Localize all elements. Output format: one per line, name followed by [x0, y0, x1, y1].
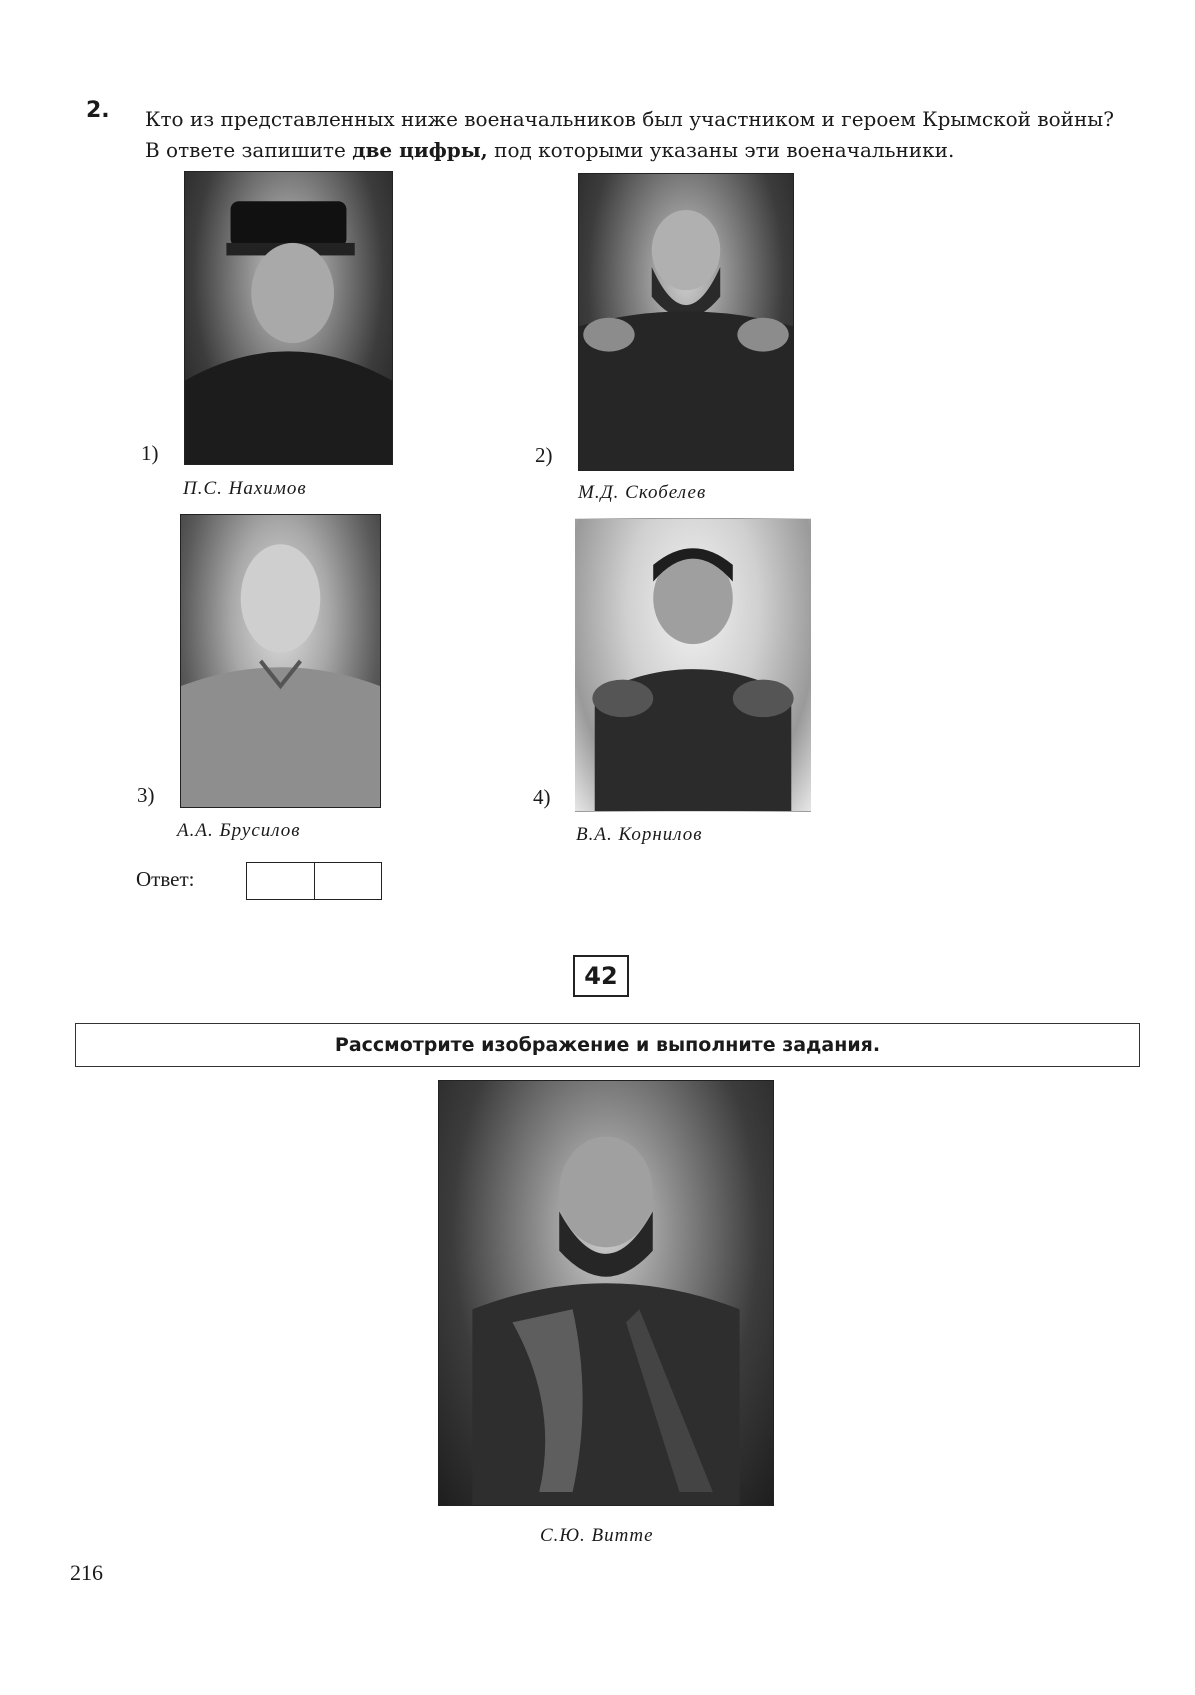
portrait-icon: [579, 174, 793, 470]
main-portrait-caption: С.Ю. Витте: [540, 1525, 654, 1546]
portrait-3-number: 3): [137, 783, 155, 807]
portrait-2-image: [578, 173, 794, 471]
portrait-icon: [576, 519, 810, 811]
portrait-3-caption: А.А. Брусилов: [177, 820, 301, 841]
portrait-1-number: 1): [141, 441, 159, 465]
emphasis-two-digits: две цифры,: [352, 138, 488, 162]
question-text: [145, 104, 1155, 166]
portrait-1-image: [184, 171, 393, 465]
question-number: 2.: [86, 98, 110, 123]
portrait-1-caption: П.С. Нахимов: [183, 478, 307, 499]
portrait-4-image: [575, 518, 811, 812]
answer-cell-2[interactable]: [314, 863, 382, 899]
section-number-badge: 42: [573, 955, 629, 997]
answer-box: [246, 862, 382, 900]
answer-cell-1[interactable]: [247, 863, 314, 899]
portrait-4-number: 4): [533, 785, 551, 809]
main-portrait-image: [438, 1080, 774, 1506]
question-line-2: В ответе запишите две цифры, под которыми указаны эти военачальники.: [145, 138, 955, 162]
page-number: 216: [70, 1560, 103, 1585]
portrait-2-number: 2): [535, 443, 553, 467]
portrait-4-caption: В.А. Корнилов: [576, 824, 703, 845]
portrait-icon: [185, 172, 392, 464]
portrait-2-caption: М.Д. Скобелев: [578, 482, 707, 503]
section-instruction: Рассмотрите изображение и выполните задания.: [75, 1023, 1140, 1067]
question-line-1: Кто из представленных ниже военачальников был участником и героем Крымской войны?: [145, 107, 1114, 131]
answer-label: Ответ:: [136, 867, 195, 891]
portrait-icon: [439, 1081, 773, 1505]
portrait-icon: [181, 515, 380, 807]
portrait-3-image: [180, 514, 381, 808]
